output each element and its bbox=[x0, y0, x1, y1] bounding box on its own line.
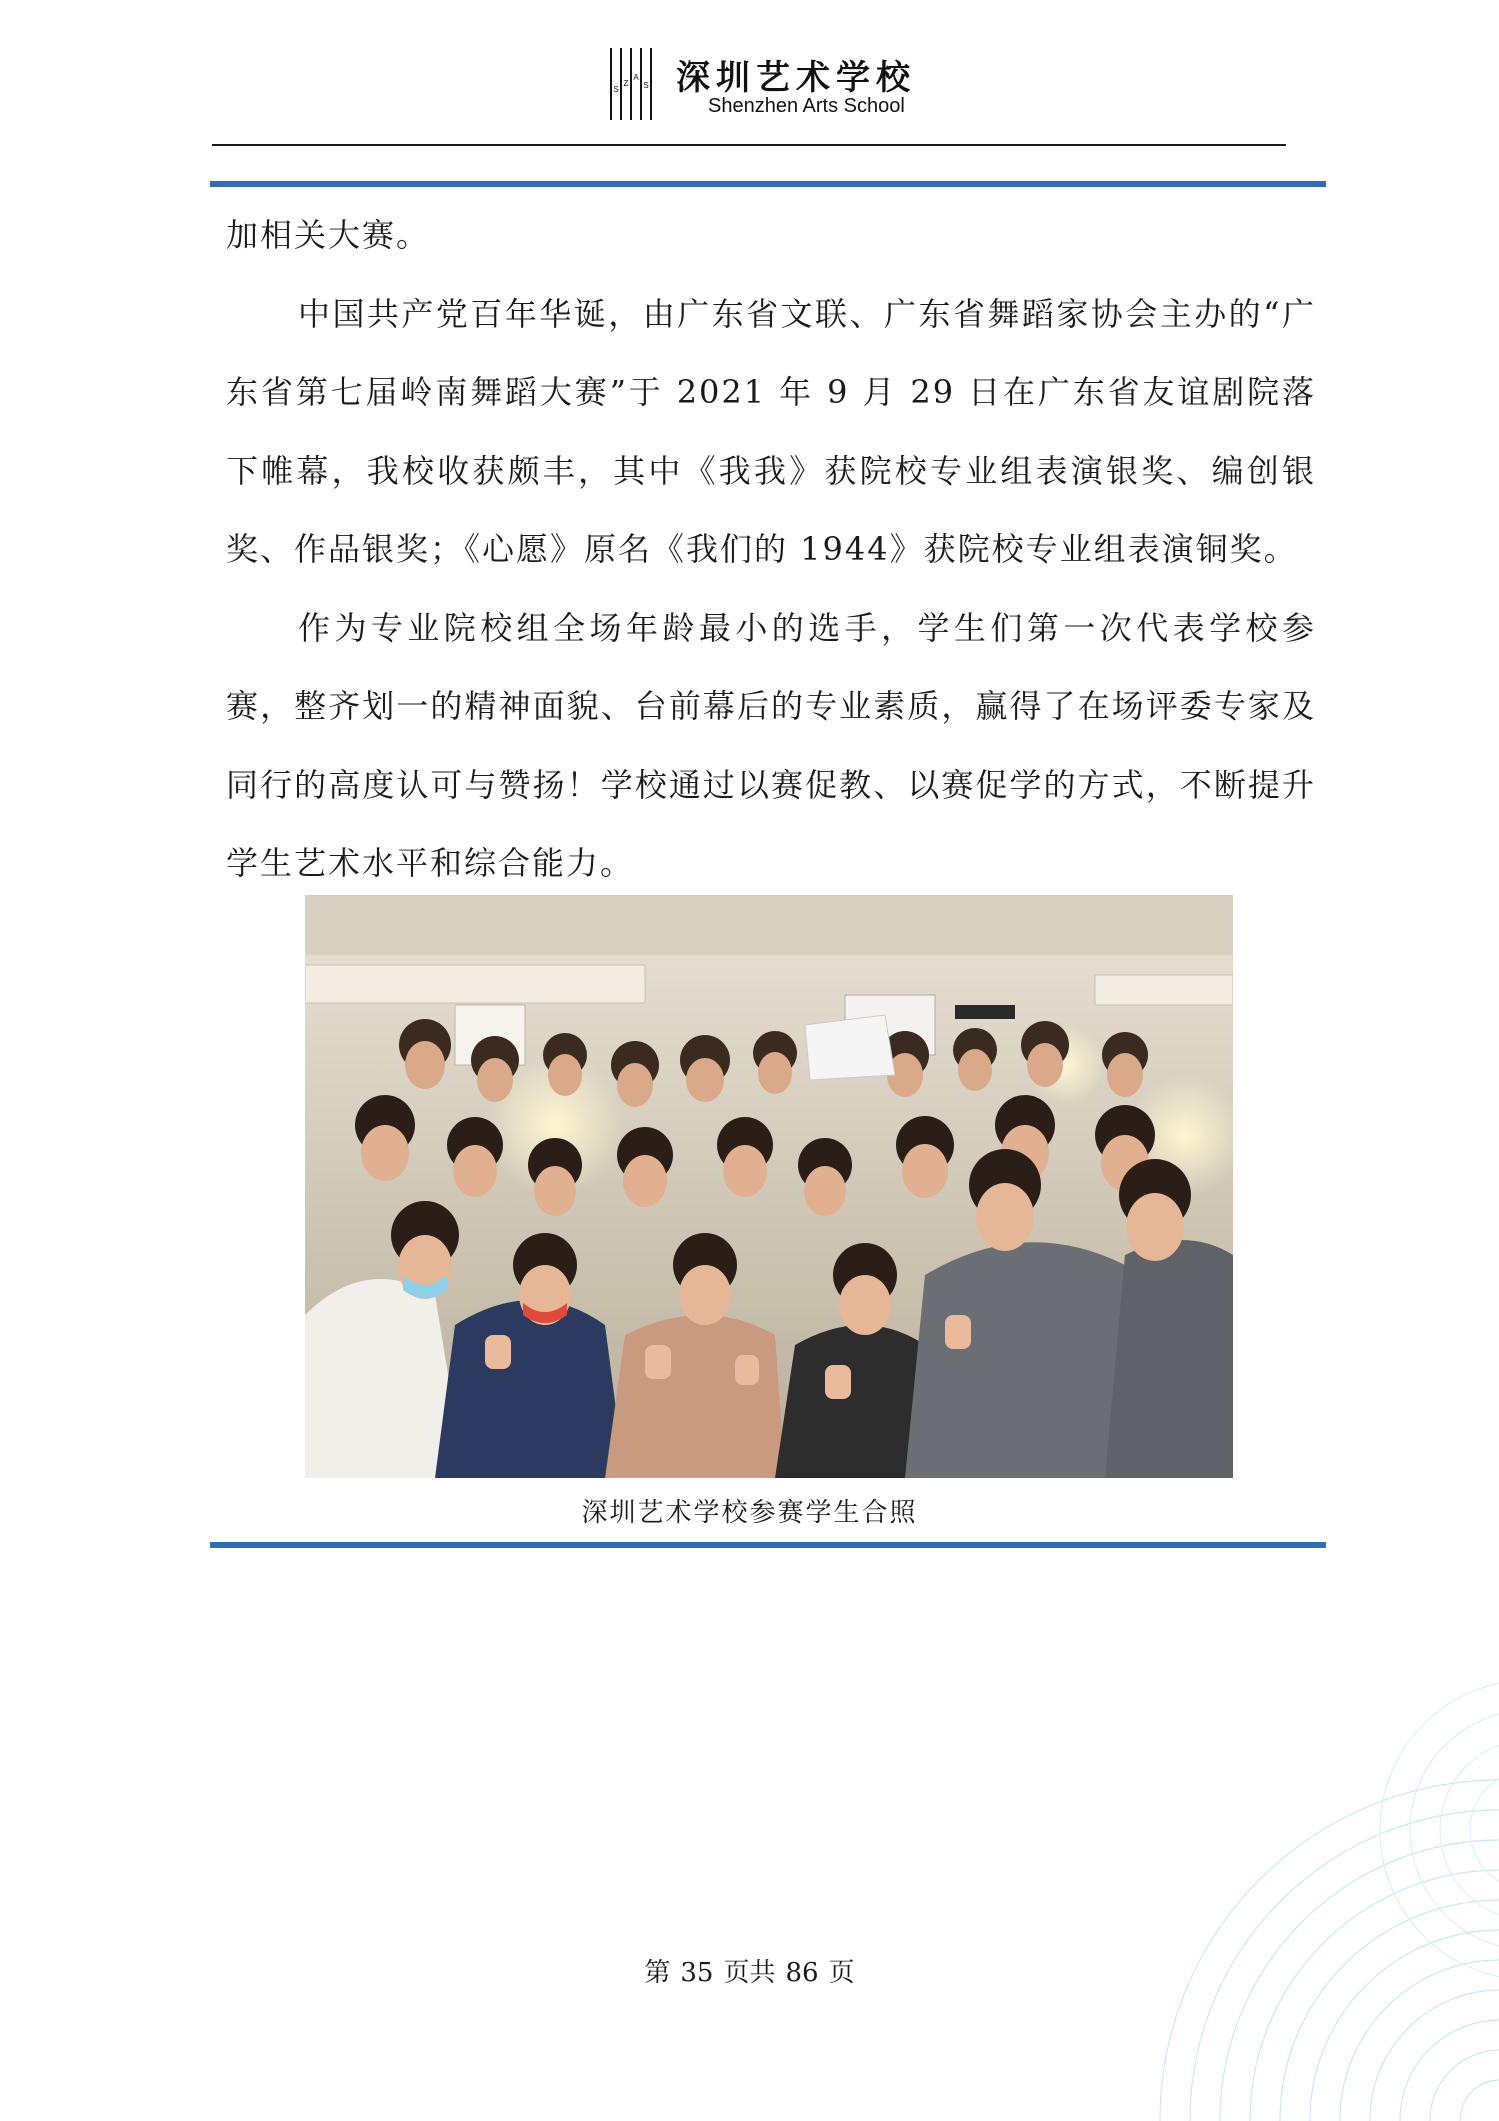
page-middle: 页共 bbox=[723, 1958, 776, 1988]
page-total: 86 bbox=[785, 1958, 819, 1988]
content-top-border bbox=[210, 181, 1326, 187]
school-name-english: Shenzhen Arts School bbox=[708, 95, 905, 117]
paragraph-student-performance: 作为专业院校组全场年龄最小的选手，学生们第一次代表学校参赛，整齐划一的精神面貌、台前幕后的专业素质，赢得了在场评委专家及同行的高度认可与赞扬！学校通过以赛促教、以赛促学的方式，不断提升学生艺术水平和综合能力。 bbox=[226, 608, 1316, 882]
group-photo bbox=[305, 895, 1233, 1478]
school-name-chinese: 深圳艺术学校 bbox=[676, 58, 916, 98]
page-number bbox=[0, 1952, 1499, 1989]
logo-letter-3: A bbox=[633, 73, 639, 82]
page-current: 35 bbox=[680, 1958, 714, 1988]
decorative-circles bbox=[1100, 1650, 1499, 2121]
header-divider bbox=[212, 144, 1286, 146]
paragraph-continuation: 加相关大赛。 bbox=[226, 216, 431, 254]
paragraph-competition-results: 中国共产党百年华诞，由广东省文联、广东省舞蹈家协会主办的“广东省第七届岭南舞蹈大赛”于 2021 年 9 月 29 日在广东省友谊剧院落下帷幕，我校收获颇丰，其中《我我》获院校专业组表演银奖、编创银奖、作品银奖；《心愿》原名《我们的 1944》获院校专业组表演铜奖。 bbox=[226, 294, 1316, 568]
photo-caption: 深圳艺术学校参赛学生合照 bbox=[581, 1498, 918, 1528]
page-header bbox=[0, 40, 1499, 130]
group-photo-illustration bbox=[305, 895, 1233, 1478]
school-logo-mark bbox=[609, 48, 653, 120]
logo-letter-2: Z bbox=[623, 79, 629, 88]
logo-letter-1: S bbox=[613, 85, 619, 94]
article-body bbox=[226, 196, 1316, 903]
content-bottom-border bbox=[210, 1542, 1326, 1548]
page-suffix: 页 bbox=[828, 1958, 855, 1988]
logo-letter-4: S bbox=[643, 81, 649, 90]
page-prefix: 第 bbox=[644, 1958, 671, 1988]
